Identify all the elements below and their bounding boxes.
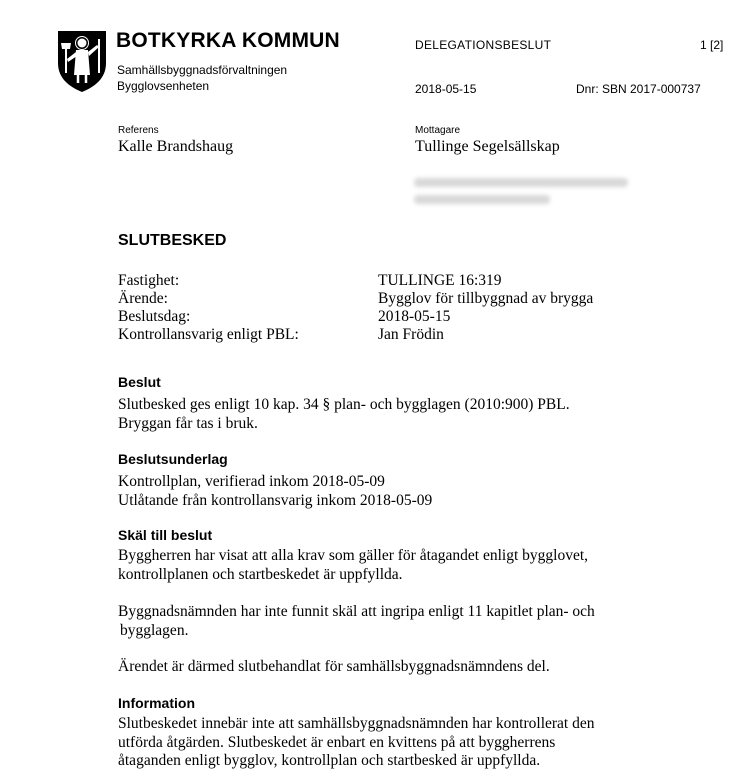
text-line: Bryggan får tas i bruk. (118, 414, 258, 432)
fact-row (118, 272, 638, 290)
text-line: Ärendet är därmed slutbehandlat för samhällsbyggnadsnämndens del. (118, 658, 550, 675)
fact-value: TULLINGE 16:319 (378, 272, 502, 289)
fact-value: Bygglov för tillbyggnad av brygga (378, 290, 594, 307)
recipient-name: Tullinge Segelsällskap (415, 138, 560, 155)
document-date: 2018-05-15 (415, 82, 477, 96)
fact-key: Kontrollansvarig enligt PBL: (118, 326, 299, 343)
document-type: DELEGATIONSBESLUT (415, 38, 552, 52)
fact-key: Ärende: (118, 290, 168, 307)
section-text-beslutsunderlag (118, 473, 678, 510)
section-heading-beslut: Beslut (118, 374, 161, 390)
text-line: utförda åtgärden. Slutbeskedet är enbart en kvittens på att byggherrens (118, 733, 556, 751)
fact-value: 2018-05-15 (378, 308, 451, 325)
page-number: 1 [2] (700, 38, 724, 52)
organization-name: BOTKYRKA KOMMUN (116, 29, 340, 52)
section-text-skal-paragraph (118, 658, 678, 677)
text-line: Kontrollplan, verifierad inkom 2018-05-09 (118, 473, 385, 490)
fact-row (118, 290, 638, 308)
redacted-address-line (414, 195, 550, 204)
text-line: Byggnadsnämnden har inte funnit skäl att ingripa enligt 11 kapitlet plan- och (118, 603, 595, 620)
document-number: Dnr: SBN 2017-000737 (576, 82, 701, 96)
text-line: Utlåtande från kontrollansvarig inkom 2018-05-09 (118, 491, 433, 509)
section-heading-beslutsunderlag: Beslutsunderlag (118, 451, 228, 467)
text-line: Slutbesked ges enligt 10 kap. 34 § plan- och bygglagen (2010:900) PBL. (118, 396, 570, 413)
reference-name: Kalle Brandshaug (118, 138, 234, 155)
fact-key: Beslutsdag: (118, 308, 191, 325)
document-title: SLUTBESKED (118, 232, 227, 249)
fact-row (118, 308, 638, 326)
section-text-skal-paragraph (118, 547, 678, 584)
facts-table (118, 272, 638, 344)
section-heading-information: Information (118, 695, 195, 711)
text-line: Slutbeskedet innebär inte att samhällsbyggnadsnämnden har kontrollerat den (118, 715, 595, 732)
section-text-skal-paragraph (118, 603, 678, 640)
text-line: bygglagen. (120, 621, 189, 639)
department-name: Samhällsbyggnadsförvaltningen (117, 63, 288, 77)
recipient-label: Mottagare (415, 125, 461, 136)
section-text-information (118, 715, 678, 771)
section-heading-skal: Skäl till beslut (118, 527, 213, 543)
fact-key: Fastighet: (118, 272, 180, 289)
reference-label: Referens (118, 125, 159, 136)
unit-name: Bygglovsenheten (117, 79, 210, 93)
fact-value: Jan Frödin (378, 326, 444, 343)
text-line: kontrollplanen och startbeskedet är uppfyllda. (118, 565, 403, 583)
text-line: åtaganden enligt bygglov, kontrollplan och startbesked är uppfyllda. (118, 752, 541, 769)
redacted-address-line (414, 178, 628, 187)
section-text-beslut (118, 396, 678, 433)
text-line: Byggherren har visat att alla krav som gäller för åtagandet enligt bygglovet, (118, 547, 589, 564)
coat-of-arms-logo (56, 29, 108, 93)
fact-row (118, 326, 638, 344)
